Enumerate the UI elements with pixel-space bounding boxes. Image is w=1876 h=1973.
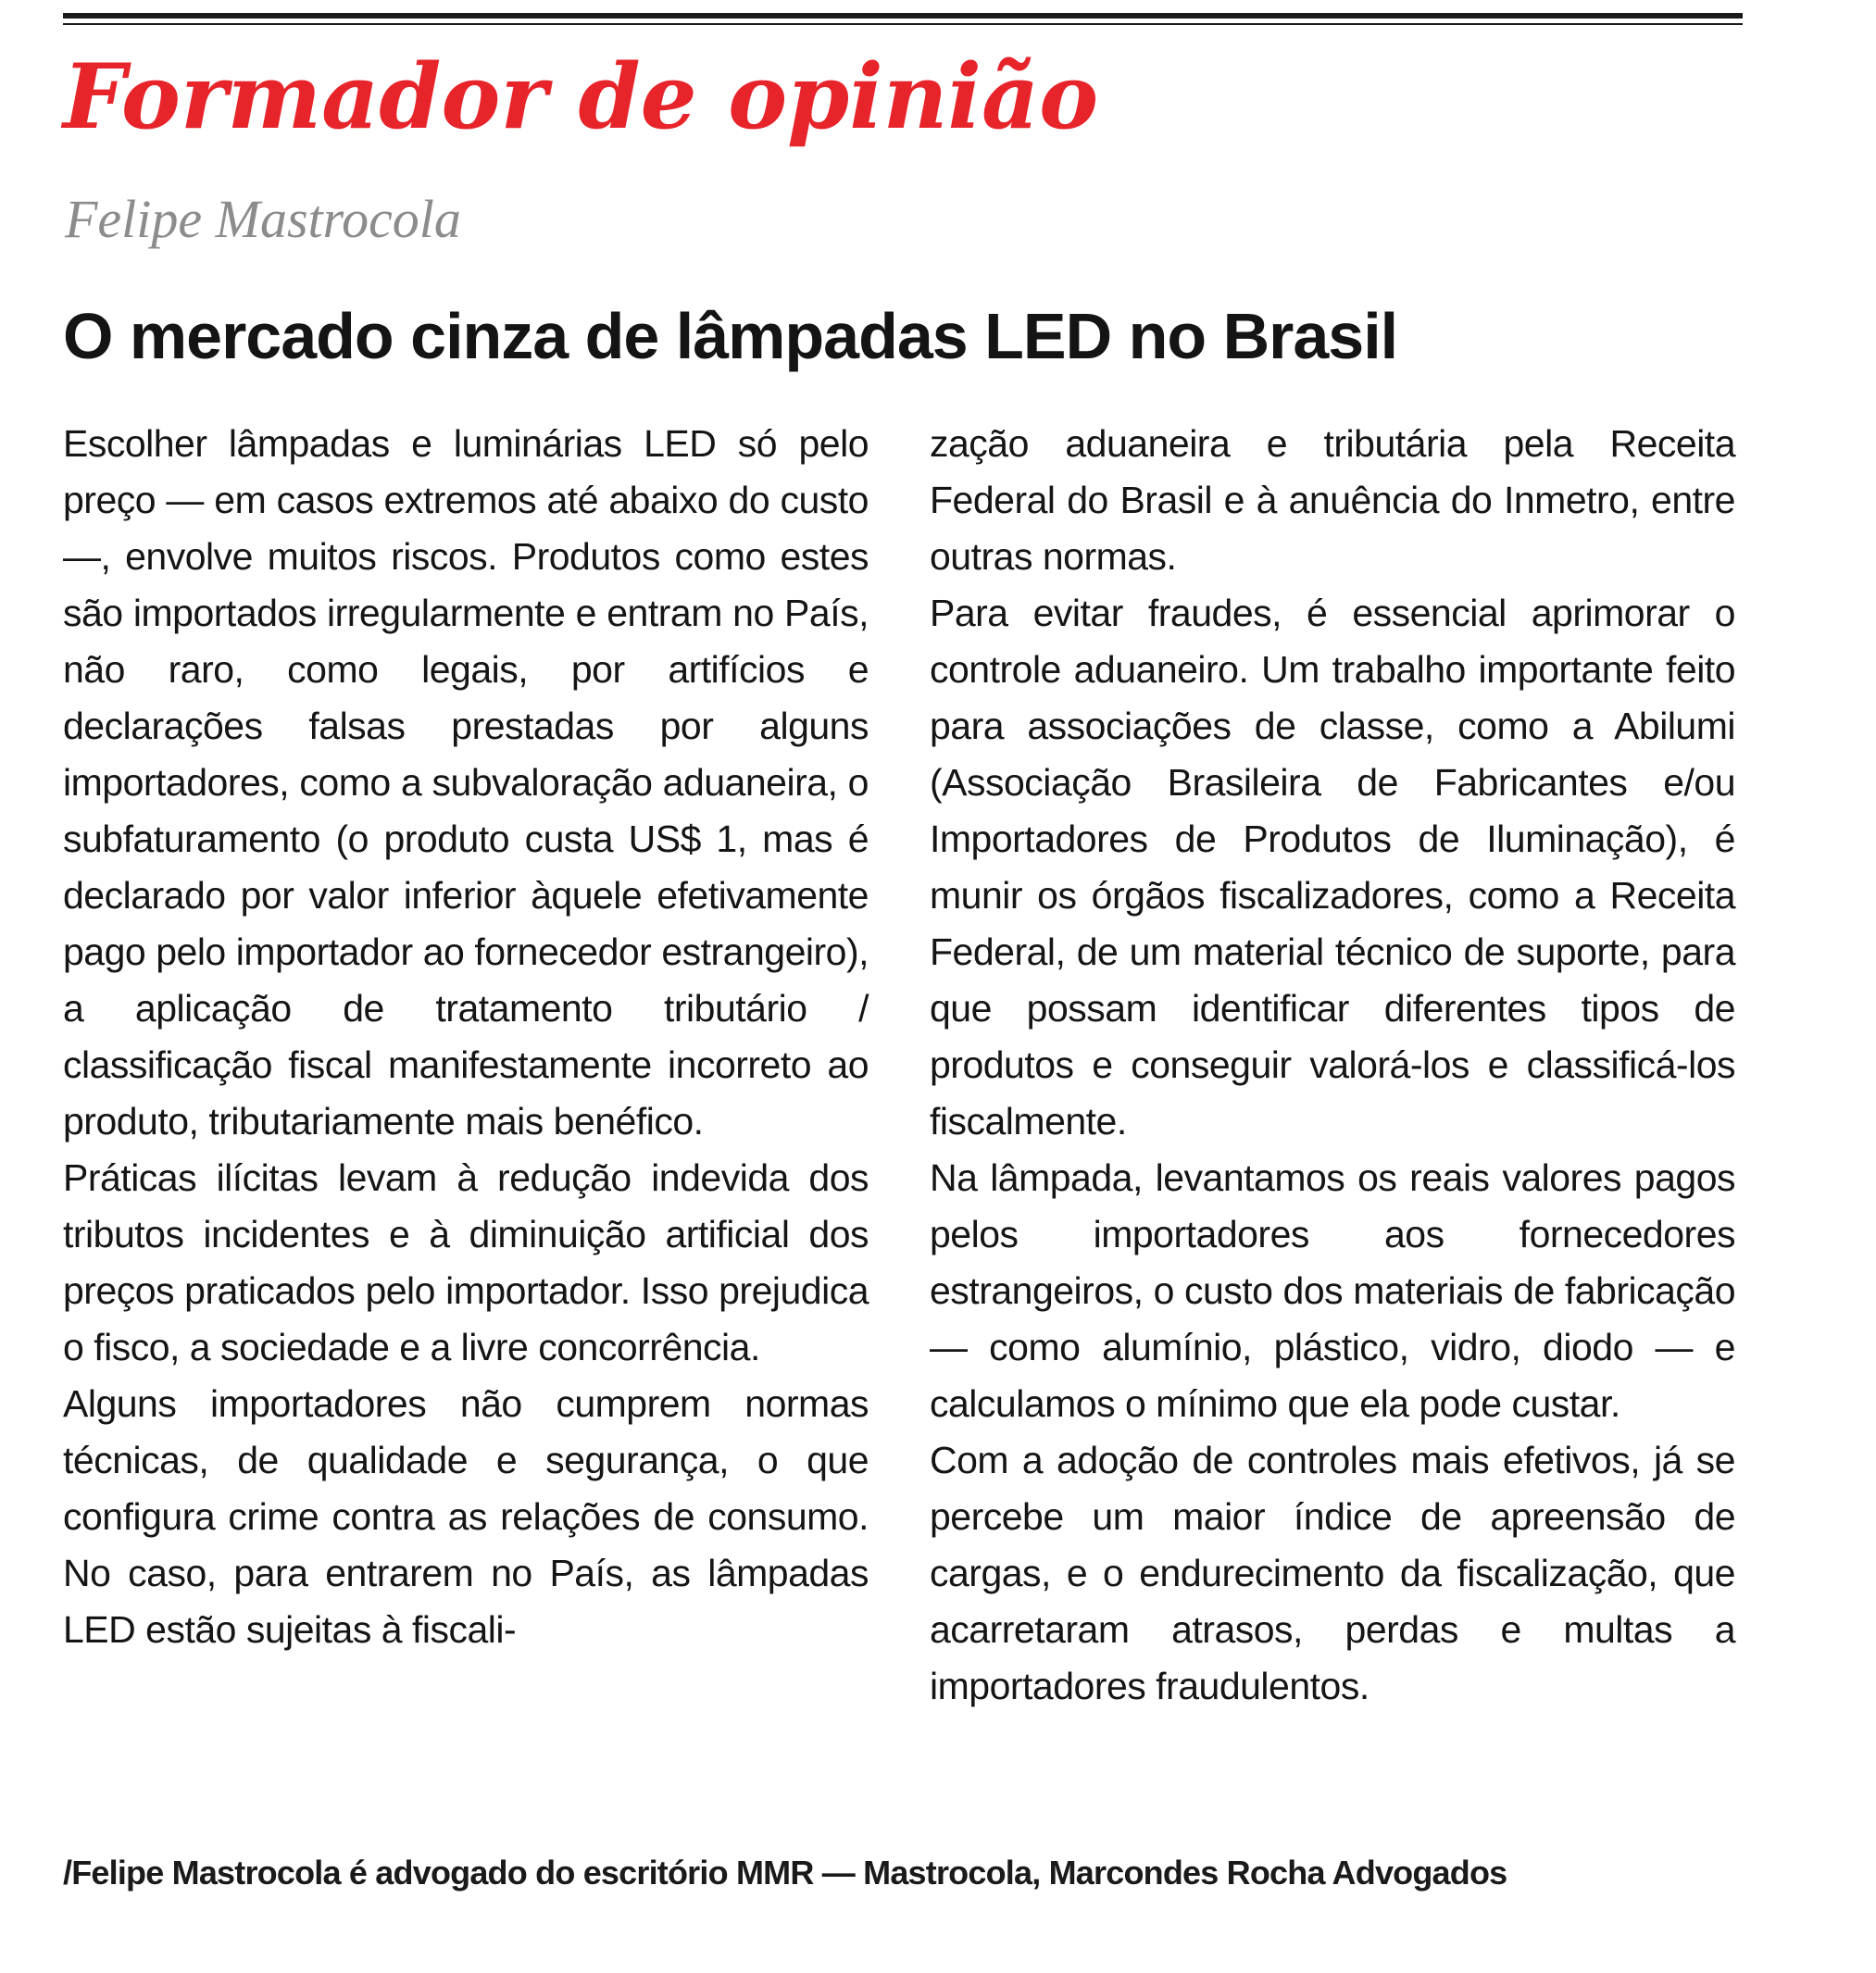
article-column-right bbox=[930, 416, 1735, 1715]
article-column-left bbox=[63, 416, 869, 1658]
article-paragraph: zação aduaneira e tributária pela Receita Federal do Brasil e à anuência do Inmetro, entre outras normas. bbox=[930, 422, 1735, 578]
article-paragraph: Para evitar fraudes, é essencial aprimorar o controle aduaneiro. Um trabalho importante feito para associações de classe, como a Abilumi (Associação Brasileira de Fabricantes e/ou Importadores de Produtos de Iluminação), é munir os órgãos fiscalizadores, como a Receita Federal, de um material técnico de suporte, para que possam identificar diferentes tipos de produtos e conseguir valorá-los e classificá-los fiscalmente. bbox=[930, 592, 1735, 1143]
article-paragraph: Alguns importadores não cumprem normas técnicas, de qualidade e segurança, o que configura crime contra as relações de consumo. No caso, para entrarem no País, as lâmpadas LED estão sujeitas à fiscali- bbox=[63, 1382, 869, 1651]
top-rule-thick bbox=[63, 13, 1743, 19]
author-byline: Felipe Mastrocola bbox=[65, 189, 461, 249]
article-paragraph: Na lâmpada, levantamos os reais valores pagos pelos importadores aos fornecedores estrangeiros, o custo dos materiais de fabricação — como alumínio, plástico, vidro, diodo — e calculamos o mínimo que ela pode custar. bbox=[930, 1156, 1735, 1425]
top-rule-thin bbox=[63, 23, 1743, 25]
article-paragraph: Escolher lâmpadas e luminárias LED só pelo preço — em casos extremos até abaixo do custo —, envolve muitos riscos. Produtos como estes são importados irregularmente e entram no País, não raro, como legais, por artifícios e declarações falsas prestadas por alguns importadores, como a subvaloração aduaneira, o subfaturamento (o produto custa US$ 1, mas é declarado por valor inferior àquele efetivamente pago pelo importador ao fornecedor estrangeiro), a aplicação de tratamento tributário / classificação fiscal manifestamente incorreto ao produto, tributariamente mais benéfico. bbox=[63, 422, 869, 1143]
article-paragraph: Práticas ilícitas levam à redução indevida dos tributos incidentes e à diminuição artificial dos preços praticados pelo importador. Isso prejudica o fisco, a sociedade e a livre concorrência. bbox=[63, 1156, 869, 1368]
article-paragraph: Com a adoção de controles mais efetivos, já se percebe um maior índice de apreensão de cargas, e o endurecimento da fiscalização, que acarretaram atrasos, perdas e multas a importadores fraudulentos. bbox=[930, 1439, 1735, 1707]
author-footnote: /Felipe Mastrocola é advogado do escritório MMR — Mastrocola, Marcondes Rocha Advogados bbox=[63, 1854, 1507, 1892]
article-headline: O mercado cinza de lâmpadas LED no Brasil bbox=[63, 300, 1398, 372]
section-title: Formador de opinião bbox=[63, 44, 1099, 149]
